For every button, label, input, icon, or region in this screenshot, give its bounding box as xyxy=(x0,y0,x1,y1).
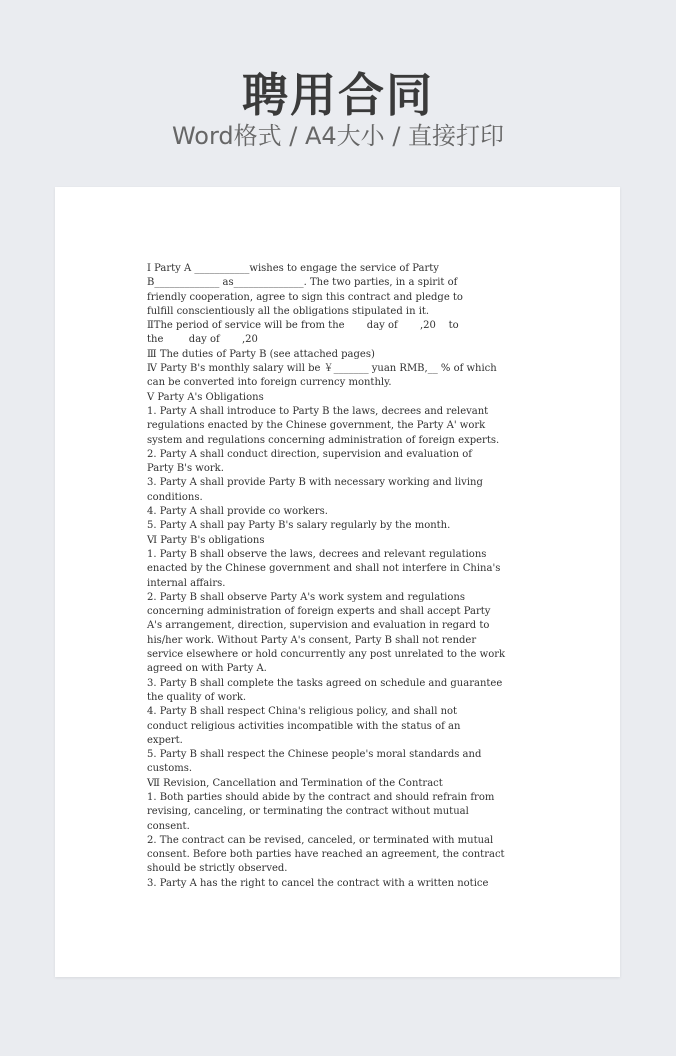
contract-line: 3. Party A has the right to cancel the contract with a written notice xyxy=(147,877,489,889)
contract-line: service elsewhere or hold concurrently any post unrelated to the work xyxy=(147,649,506,661)
contract-line: enacted by the Chinese government and shall not interfere in China's xyxy=(147,563,501,575)
contract-line: Ⅰ Party A ___________wishes to engage the service of Party xyxy=(147,263,439,274)
contract-line: Ⅴ Party A's Obligations xyxy=(147,391,264,403)
contract-line: 1. Party A shall introduce to Party B the laws, decrees and relevant xyxy=(147,405,489,417)
contract-line: 4. Party B shall respect China's religious policy, and shall not xyxy=(147,706,458,718)
document-page xyxy=(55,187,620,977)
contract-line: 3. Party A shall provide Party B with necessary working and living xyxy=(147,477,483,489)
contract-line: 5. Party B shall respect the Chinese people's moral standards and xyxy=(147,749,482,761)
contract-line: expert. xyxy=(147,734,183,746)
contract-line: revising, canceling, or terminating the contract without mutual xyxy=(147,806,469,818)
contract-line: 4. Party A shall provide co workers. xyxy=(147,506,328,518)
contract-line: ⅡThe period of service will be from the day of ,20 to xyxy=(147,320,459,332)
contract-line: 1. Party B shall observe the laws, decrees and relevant regulations xyxy=(147,548,487,560)
page-subtitle: Word格式 / A4大小 / 直接打印 xyxy=(171,122,505,150)
contract-line: consent. Before both parties have reached an agreement, the contract xyxy=(147,849,505,861)
contract-line: concerning administration of foreign experts and shall accept Party xyxy=(147,606,491,618)
contract-line: his/her work. Without Party A's consent, Party B shall not render xyxy=(147,634,477,646)
contract-line: conditions. xyxy=(147,491,203,503)
contract-line: Ⅵ Party B's obligations xyxy=(147,534,265,546)
contract-line: internal affairs. xyxy=(147,577,226,589)
contract-line: 1. Both parties should abide by the contract and should refrain from xyxy=(147,791,495,803)
contract-line: Ⅳ Party B's monthly salary will be ￥_______ yuan RMB,__ % of which xyxy=(147,363,497,375)
contract-line: Ⅶ Revision, Cancellation and Termination of the Contract xyxy=(147,777,443,789)
contract-line: agreed on with Party A. xyxy=(147,663,267,675)
contract-line: regulations enacted by the Chinese government, the Party A' work xyxy=(147,420,486,432)
contract-line: fulfill conscientiously all the obligations stipulated in it. xyxy=(147,305,430,317)
contract-line: can be converted into foreign currency monthly. xyxy=(147,377,392,389)
contract-line: conduct religious activities incompatible with the status of an xyxy=(147,720,461,732)
contract-line: Ⅲ The duties of Party B (see attached pages) xyxy=(147,348,375,360)
contract-line: the quality of work. xyxy=(147,691,247,703)
contract-line: friendly cooperation, agree to sign this contract and pledge to xyxy=(147,291,463,303)
contract-line: 2. The contract can be revised, canceled, or terminated with mutual xyxy=(147,834,494,846)
contract-line: 3. Party B shall complete the tasks agreed on schedule and guarantee xyxy=(147,677,503,689)
page-title: 聘用合同 xyxy=(242,68,434,122)
contract-line: 5. Party A shall pay Party B's salary regularly by the month. xyxy=(147,520,451,532)
contract-line: Party B's work. xyxy=(147,463,224,475)
contract-line: 2. Party B shall observe Party A's work system and regulations xyxy=(147,591,465,603)
contract-line: 2. Party A shall conduct direction, supervision and evaluation of xyxy=(147,448,472,460)
contract-line: A's arrangement, direction, supervision and evaluation in regard to xyxy=(147,620,490,632)
contract-line: B_____________ as______________. The two parties, in a spirit of xyxy=(147,277,458,289)
contract-line: should be strictly observed. xyxy=(147,863,288,875)
contract-line: the day of ,20 xyxy=(147,334,258,346)
contract-line: customs. xyxy=(147,763,193,775)
contract-body xyxy=(147,262,567,891)
contract-line: consent. xyxy=(147,820,190,832)
contract-line: system and regulations concerning administration of foreign experts. xyxy=(147,434,500,446)
